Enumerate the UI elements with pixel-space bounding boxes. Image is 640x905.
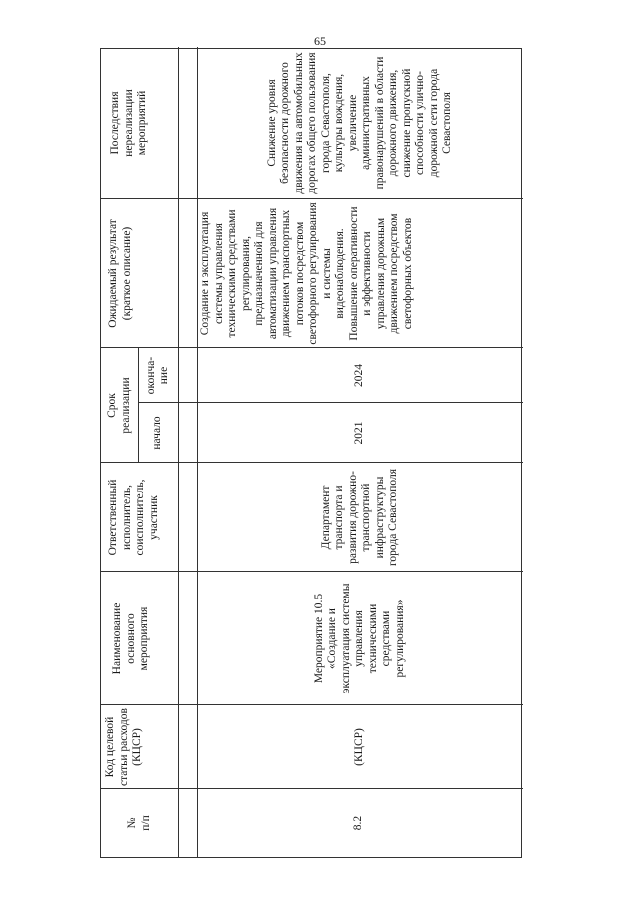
header-consequences	[101, 47, 178, 199]
header-responsible-text: Ответственный исполнитель, соисполнитель, участник	[107, 479, 160, 556]
header-consequences-text: Последствия нереализации мероприятий	[109, 89, 148, 157]
header-num	[101, 789, 178, 857]
row-term-start	[197, 403, 523, 463]
row-consequences-text: Снижение уровня безопасности дорожного движения на автомобильных дорогах общего пользования города Севастополя, культуры вождения, увеличение административных правонарушений в области дорожного движения, снижение пропускной способности улично-дорожной сети города Севастополя	[265, 52, 453, 194]
row-name-text: Мероприятие 10.5 «Создание и эксплуатация системы управления техническими средствами регулирования»	[312, 583, 406, 694]
row-num-text: 8.2	[351, 815, 364, 831]
header-term-end-text: оконча- ние	[144, 356, 170, 395]
header-name-text: Наименование основного мероприятия	[111, 602, 150, 675]
header-term-start-text: начало	[151, 416, 164, 450]
row-term-end	[197, 348, 523, 403]
header-code-text: Код целевой статьи расходов (КЦСР)	[104, 708, 143, 786]
header-term-end	[138, 348, 178, 403]
header-term-text: Срок реализации	[106, 377, 132, 434]
header-num-text: № п/п	[126, 815, 152, 831]
header-responsible	[101, 463, 178, 572]
header-result	[101, 199, 178, 348]
header-name	[101, 572, 178, 705]
row-responsible-text: Департамент транспорта и развития дорожно-транспортной инфраструктуры города Севастополя	[319, 469, 399, 566]
row-code-text: (КЦСР)	[353, 728, 366, 766]
row-result	[197, 199, 523, 348]
header-term	[101, 348, 138, 463]
row-term-end-text: 2024	[353, 364, 366, 387]
header-code	[101, 705, 178, 789]
page-number: 65	[314, 34, 326, 48]
row-num	[197, 789, 523, 857]
row-result-text: Создание и эксплуатация системы управления техническими средствами регулирования, предназначенной для автоматизации управления движением транспортных потоков посредством светофорного регулирования и системы видеонаблюдения. Повышение оперативности и эффективности управления дорожным движением посредством светофорных объектов	[199, 202, 414, 345]
row-code	[197, 705, 523, 789]
row-responsible	[197, 463, 523, 572]
header-result-text: Ожидаемый результат (краткое описание)	[107, 219, 133, 328]
header-term-start	[138, 403, 178, 463]
rotated-table	[100, 48, 522, 858]
row-name	[197, 572, 523, 705]
row-term-start-text: 2021	[353, 421, 366, 445]
row-consequences	[197, 47, 523, 199]
subheader-bottom-divider	[178, 47, 179, 857]
